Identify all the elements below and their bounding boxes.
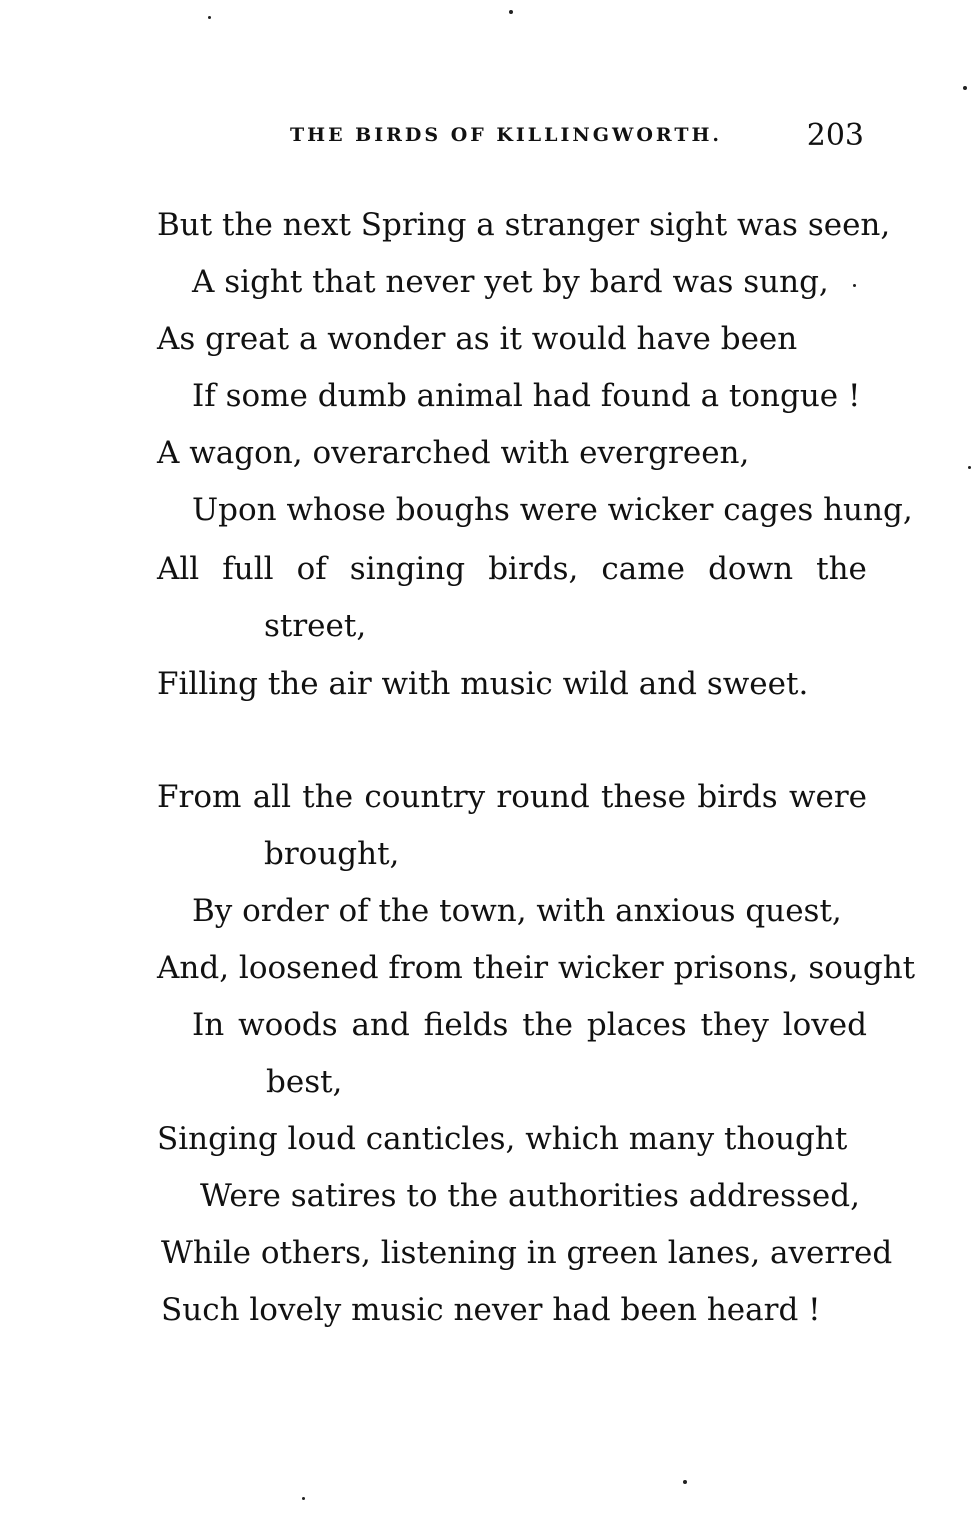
word: full [222, 551, 274, 587]
word: All [157, 551, 200, 587]
word: From [157, 779, 242, 815]
word: In [192, 1007, 225, 1043]
verse-line: Singing loud canticles, which many thought [157, 1121, 848, 1157]
word: birds, [488, 551, 579, 587]
verse-line: As great a wonder as it would have been [157, 321, 798, 357]
word: country [364, 779, 486, 815]
word: all [252, 779, 291, 815]
print-speck [968, 466, 971, 469]
word: came [601, 551, 686, 587]
word: fields [423, 1007, 509, 1043]
print-speck [683, 1480, 687, 1484]
print-speck [509, 10, 513, 14]
verse-line-justified [157, 777, 867, 817]
verse-line-justified [192, 1005, 867, 1045]
verse-line: Were satires to the authorities addressed, [200, 1178, 860, 1214]
word: places [586, 1007, 687, 1043]
word: the [816, 551, 867, 587]
word: the [522, 1007, 573, 1043]
word: of [296, 551, 327, 587]
verse-line: A sight that never yet by bard was sung, [192, 264, 829, 300]
verse-line: While others, listening in green lanes, averred [161, 1235, 893, 1271]
word: and [351, 1007, 410, 1043]
word: round [496, 779, 590, 815]
print-speck [853, 284, 856, 287]
running-title: THE BIRDS OF KILLINGWORTH. [290, 124, 723, 146]
verse-line: And, loosened from their wicker prisons, sought [157, 950, 916, 986]
word: were [788, 779, 867, 815]
print-speck [302, 1497, 305, 1500]
verse-line: A wagon, overarched with evergreen, [157, 435, 750, 471]
verse-line: But the next Spring a stranger sight was seen, [157, 207, 891, 243]
verse-line: By order of the town, with anxious quest, [192, 893, 842, 929]
word: woods [238, 1007, 338, 1043]
word: down [708, 551, 794, 587]
print-speck [963, 86, 967, 90]
verse-line: Upon whose boughs were wicker cages hung, [192, 492, 913, 528]
page-header [290, 118, 870, 154]
word: the [302, 779, 354, 815]
verse-line: Such lovely music never had been heard ! [161, 1292, 821, 1328]
word: loved [782, 1007, 867, 1043]
word: these [600, 779, 687, 815]
word: singing [349, 551, 466, 587]
verse-line-justified [157, 549, 867, 589]
word: birds [697, 779, 778, 815]
verse-line-continuation: brought, [264, 836, 400, 872]
word: they [700, 1007, 769, 1043]
page-number: 203 [806, 118, 864, 153]
verse-line: Filling the air with music wild and sweet. [157, 666, 809, 702]
verse-line-continuation: best, [266, 1064, 343, 1100]
verse-line-continuation: street, [264, 608, 367, 644]
verse-line: If some dumb animal had found a tongue ! [192, 378, 861, 414]
print-speck [208, 16, 211, 19]
